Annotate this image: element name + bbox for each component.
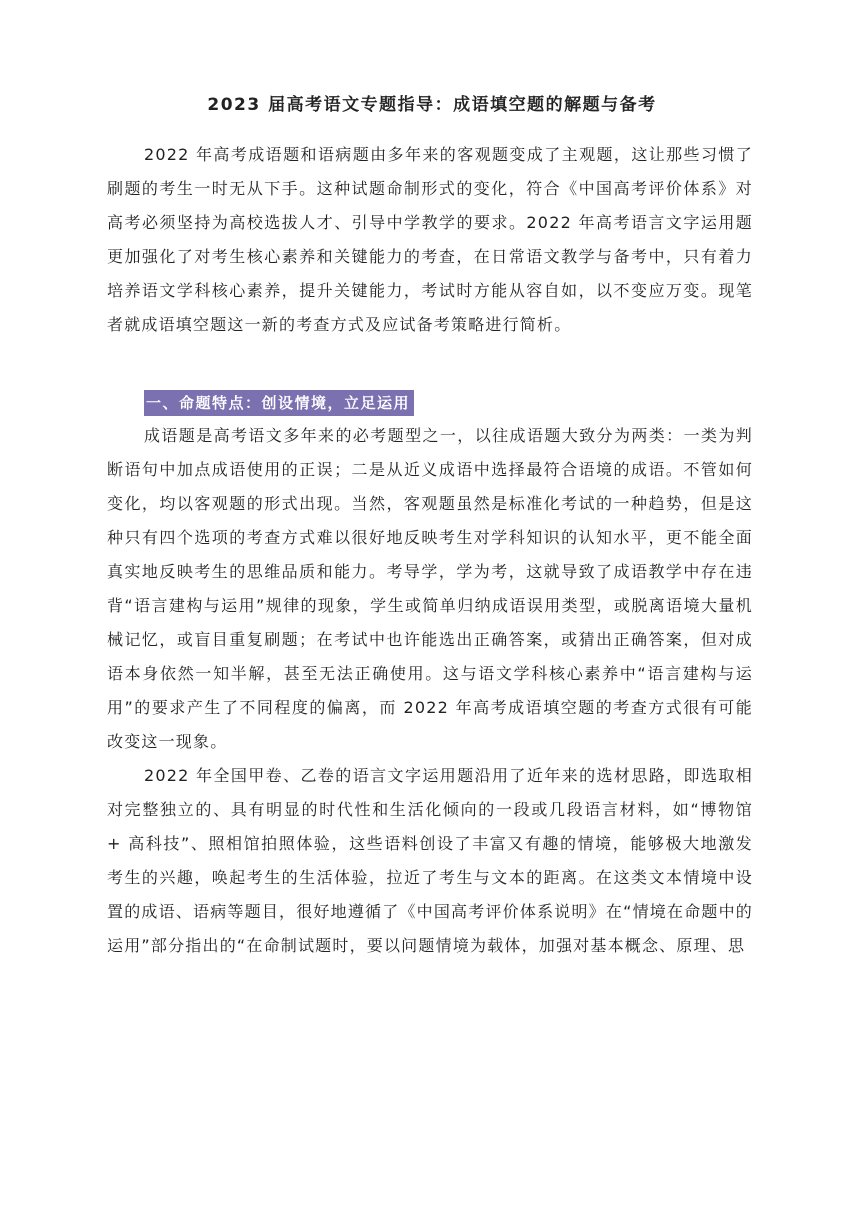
section-heading-row (107, 387, 753, 419)
section-heading: 一、命题特点：创设情境，立足运用 (144, 390, 414, 416)
body-paragraph-1: 成语题是高考语文多年来的必考题型之一，以往成语题大致分为两类：一类为判断语句中加点成语使用的正误；二是从近义成语中选择最符合语境的成语。不管如何变化，均以客观题的形式出现。当然，客观题虽然是标准化考试的一种趋势，但是这种只有四个选项的考查方式难以很好地反映考生对学科知识的认知水平，更不能全面真实地反映考生的思维品质和能力。考导学，学为考，这就导致了成语教学中存在违背“语言建构与运用”规律的现象，学生或简单归纳成语误用类型，或脱离语境大量机械记忆，或盲目重复刷题；在考试中也许能选出正确答案，或猜出正确答案，但对成语本身依然一知半解，甚至无法正确使用。这与语文学科核心素养中“语言建构与运用”的要求产生了不同程度的偏离，而 2022 年高考成语填空题的考查方式很有可能改变这一现象。 (107, 426, 753, 751)
body-paragraph-2: 2022 年全国甲卷、乙卷的语言文字运用题沿用了近年来的选材思路，即选取相对完整独立的、具有明显的时代性和生活化倾向的一段或几段语言材料，如“博物馆 + 高科技”、照相馆拍照体验，这些语料创设了丰富又有趣的情境，能够极大地激发考生的兴趣，唤起考生的生活体验，拉近了考生与文本的距离。在这类文本情境中设置的成语、语病等题目，很好地遵循了《中国高考评价体系说明》在“情境在命题中的运用”部分指出的“在命制试题时，要以问题情境为载体，加强对基本概念、原理、思 (107, 766, 753, 955)
document-title: 2023 届高考语文专题指导：成语填空题的解题与备考 (207, 95, 657, 115)
document-page (107, 92, 753, 963)
intro-paragraph: 2022 年高考成语题和语病题由多年来的客观题变成了主观题，这让那些习惯了刷题的考生一时无从下手。这种试题命制形式的变化，符合《中国高考评价体系》对高考必须坚持为高校选拔人才、引导中学教学的要求。2022 年高考语言文字运用题更加强化了对考生核心素养和关键能力的考查，在日常语文教学与备考中，只有着力培养语文学科核心素养，提升关键能力，考试时方能从容自如，以不变应万变。现笔者就成语填空题这一新的考查方式及应试备考策略进行简析。 (107, 145, 753, 334)
